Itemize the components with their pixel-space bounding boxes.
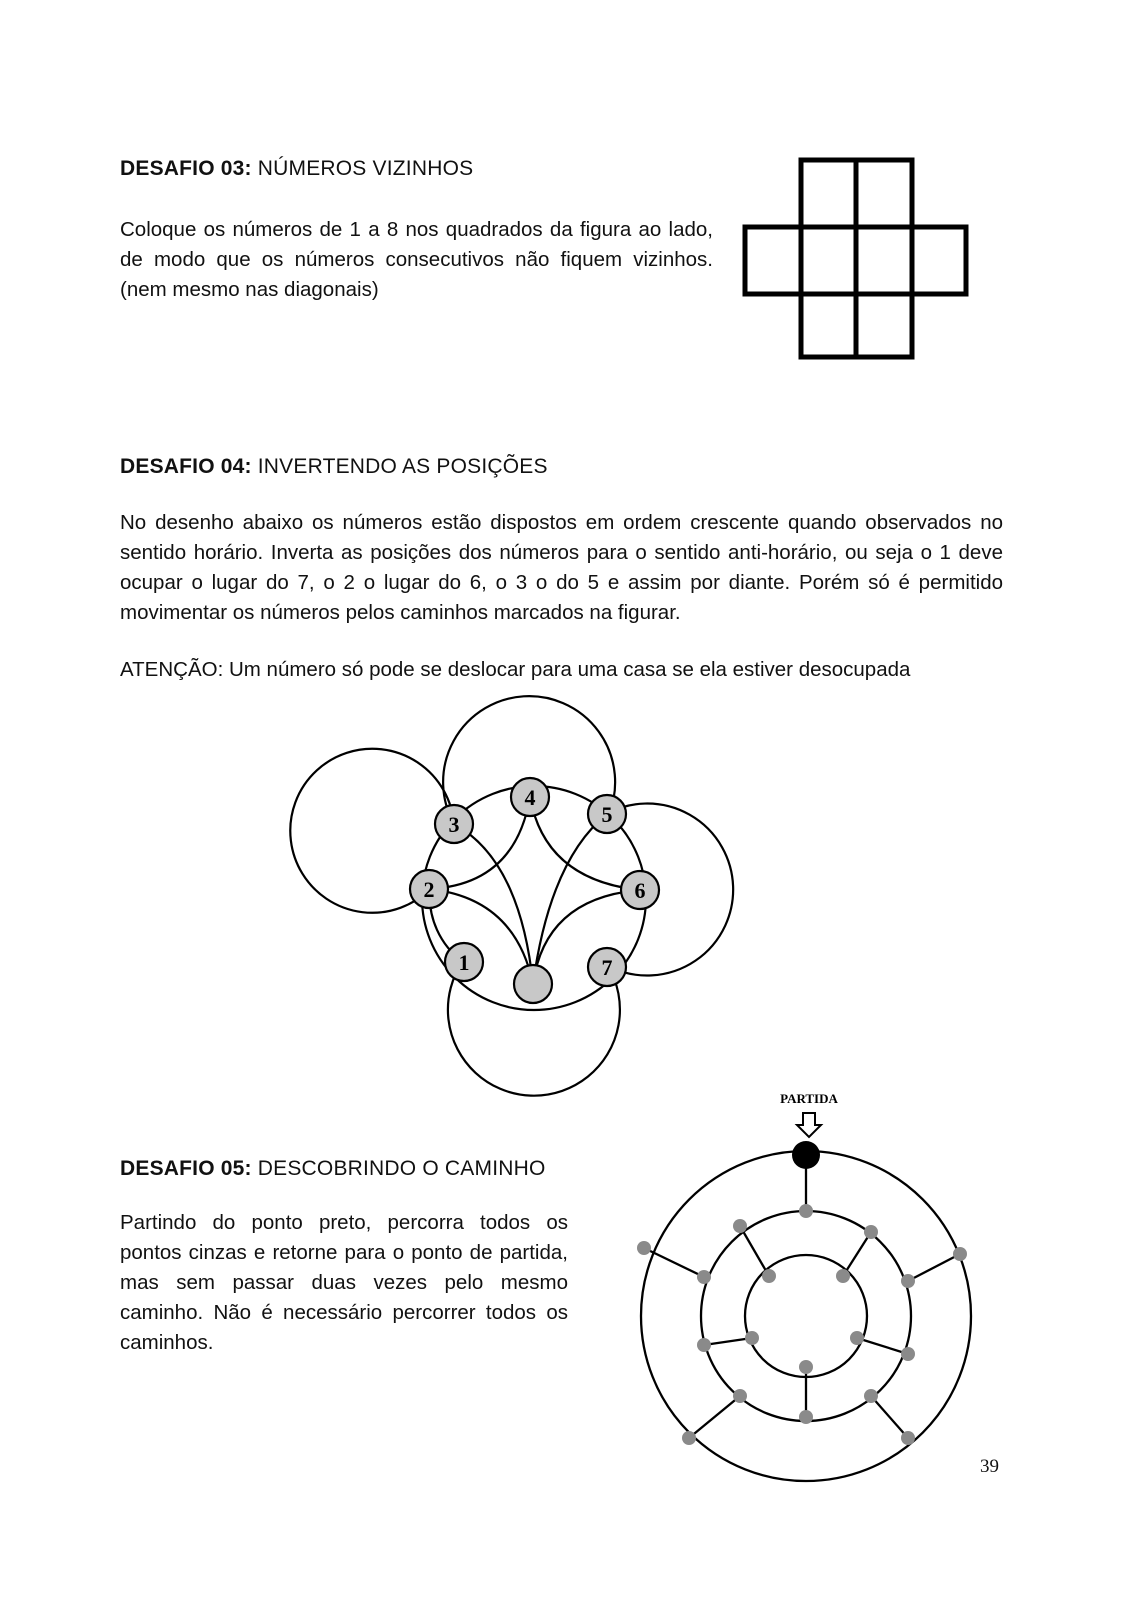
- node-label: 3: [448, 812, 460, 837]
- gray-dot[interactable]: [799, 1410, 813, 1424]
- start-arrow-icon: [797, 1113, 821, 1137]
- desafio-04-title: DESAFIO 04: INVERTENDO AS POSIÇÕES: [120, 455, 548, 478]
- desafio-05-text: Partindo do ponto preto, percorra todos os pontos cinzas e retorne para o ponto de partida, mas sem passar duas vezes pelo mesmo caminho. Não é necessário percorrer todos os caminhos.: [120, 1211, 568, 1354]
- desafio-03-text: Coloque os números de 1 a 8 nos quadrados da figura ao lado, de modo que os números consecutivos não fiquem vizinhos. (nem mesmo nas diagonais): [120, 218, 713, 301]
- start-dot[interactable]: [792, 1141, 820, 1169]
- gray-dot[interactable]: [733, 1219, 747, 1233]
- gray-dot[interactable]: [733, 1389, 747, 1403]
- gray-dot[interactable]: [697, 1338, 711, 1352]
- node-label: 2: [423, 877, 435, 902]
- page-number: 39: [980, 1456, 999, 1477]
- node-label: 5: [601, 802, 613, 827]
- gray-dot[interactable]: [901, 1274, 915, 1288]
- gray-dot[interactable]: [697, 1270, 711, 1284]
- node-label: 4: [524, 785, 536, 810]
- gray-dot[interactable]: [836, 1269, 850, 1283]
- gray-dot[interactable]: [901, 1347, 915, 1361]
- desafio-03-title: DESAFIO 03: NÚMEROS VIZINHOS: [120, 157, 474, 180]
- node-label: 6: [634, 878, 646, 903]
- start-label: PARTIDA: [780, 1091, 838, 1106]
- gray-dot[interactable]: [762, 1269, 776, 1283]
- gray-dots: [637, 1204, 967, 1445]
- node-label: 7: [601, 955, 613, 980]
- gray-dot[interactable]: [745, 1331, 759, 1345]
- node-label: 1: [458, 950, 470, 975]
- gray-dot[interactable]: [682, 1431, 696, 1445]
- gray-dot[interactable]: [953, 1247, 967, 1261]
- gray-dot[interactable]: [864, 1225, 878, 1239]
- gray-dot[interactable]: [864, 1389, 878, 1403]
- desafio-04-text: No desenho abaixo os números estão dispostos em ordem crescente quando observados no sentido horário. Inverta as posições dos números para o sentido anti-horário, ou seja o 1 deve ocupar o lugar do 7, o 2 o lugar do 6, o 3 o do 5 e assim por diante. Porém só é permitido movimentar os números pelos caminhos marcados na figurar.: [120, 511, 1003, 624]
- gray-dot[interactable]: [850, 1331, 864, 1345]
- desafio-05-title: DESAFIO 05: DESCOBRINDO O CAMINHO: [120, 1157, 546, 1180]
- gray-dot[interactable]: [901, 1431, 915, 1445]
- gray-dot[interactable]: [799, 1360, 813, 1374]
- gray-dot[interactable]: [637, 1241, 651, 1255]
- gray-dot[interactable]: [799, 1204, 813, 1218]
- desafio-04-attention: ATENÇÃO: Um número só pode se deslocar para uma casa se ela estiver desocupada: [120, 658, 911, 681]
